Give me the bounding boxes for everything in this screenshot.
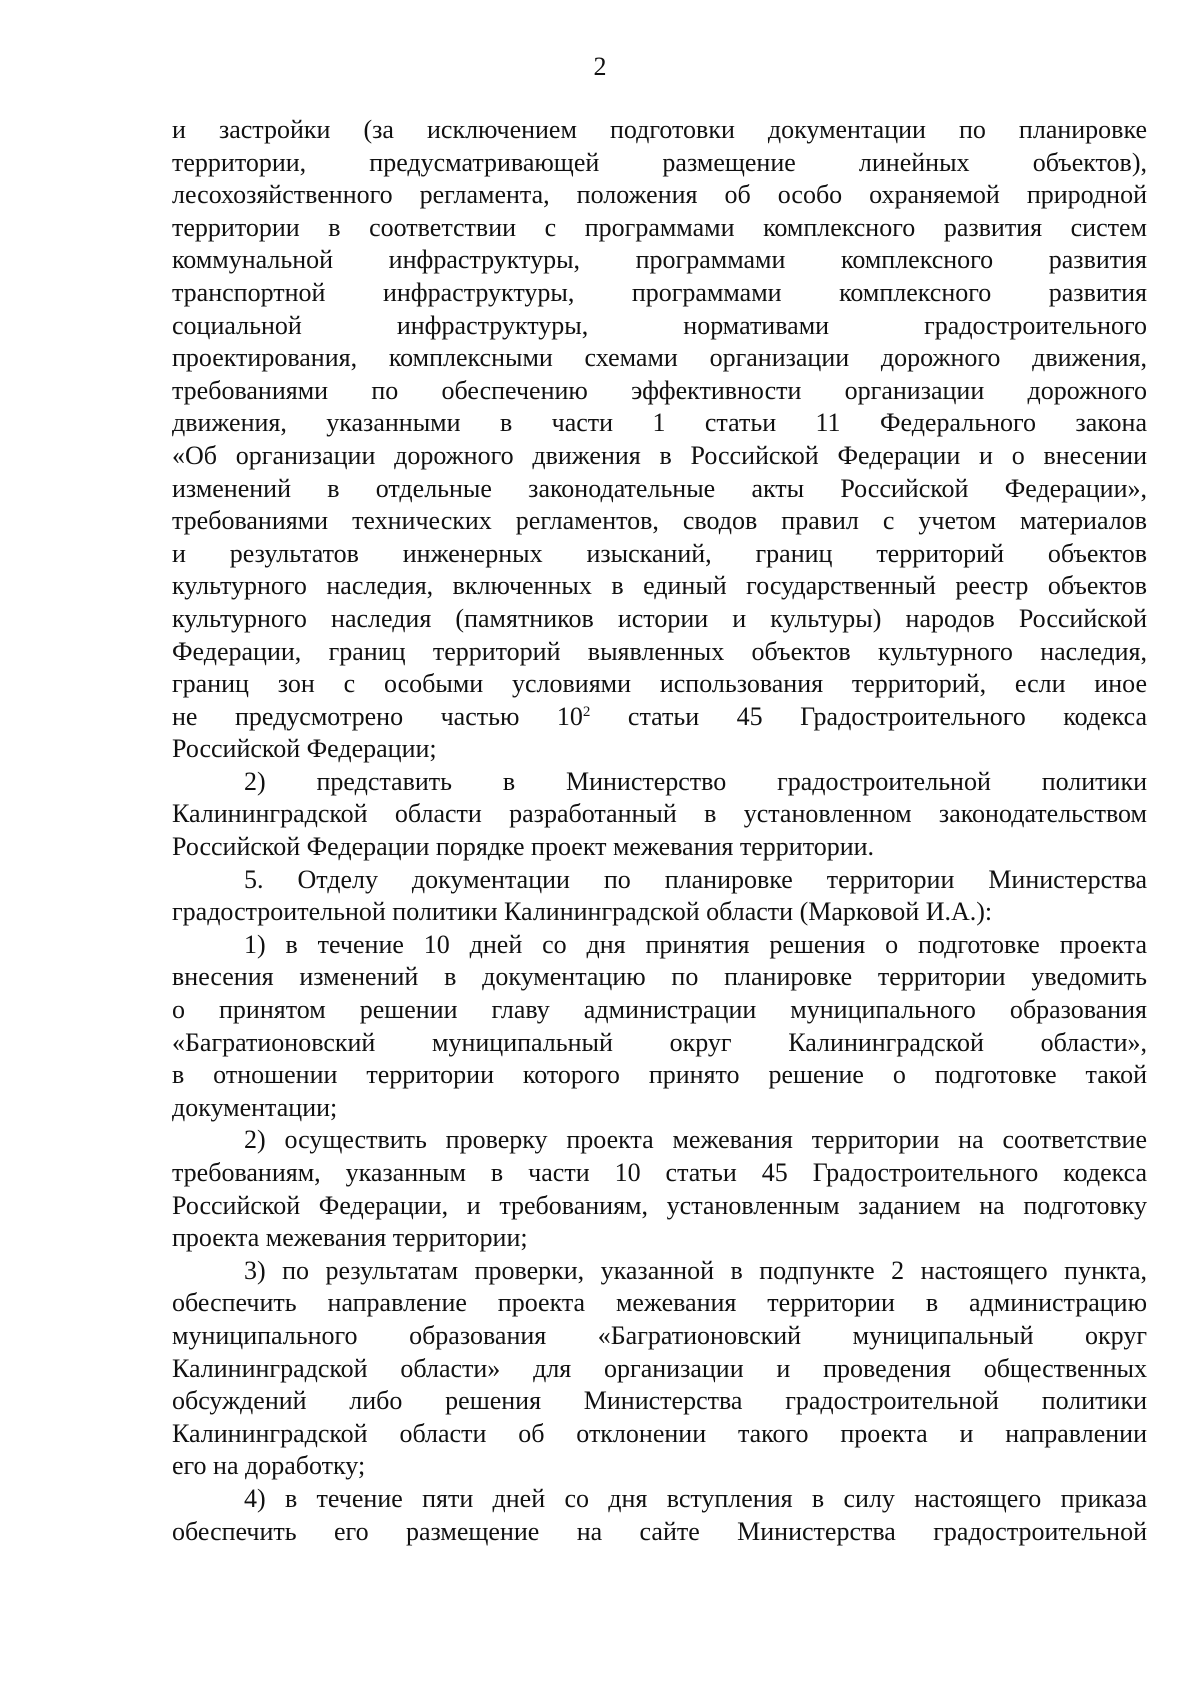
- text-line: проектирования, комплексными схемами организации дорожного движения,: [172, 343, 1147, 373]
- text-line: требованиям, указанным в части 10 статьи 45 Градостроительного кодекса: [172, 1158, 1147, 1187]
- text-line: «Багратионовский муниципальный округ Калининградской области»,: [172, 1027, 1147, 1057]
- text-line: изменений в отдельные законодательные акты Российской Федерации»,: [172, 473, 1147, 503]
- text-line: в отношении территории которого принято решение о подготовке такой: [172, 1060, 1147, 1090]
- text-line: Калининградской области разработанный в установленном законодательством: [172, 799, 1147, 829]
- text-line: о принятом решении главу администрации муниципального образования: [172, 995, 1147, 1025]
- text-line: лесохозяйственного регламента, положения об особо охраняемой природной: [172, 180, 1147, 210]
- text-line: 3) по результатам проверки, указанной в подпункте 2 настоящего пункта,: [244, 1255, 1147, 1285]
- text-line: культурного наследия, включенных в единый государственный реестр объектов: [172, 571, 1147, 601]
- text-line: требованиями по обеспечению эффективности организации дорожного: [172, 375, 1147, 405]
- text-line: Российской Федерации порядке проект межевания территории.: [172, 832, 875, 862]
- text-line: документации;: [172, 1092, 338, 1122]
- text-line: 2) представить в Министерство градостроительной политики: [244, 766, 1147, 796]
- text-line: транспортной инфраструктуры, программами комплексного развития: [172, 277, 1147, 307]
- text-line: 4) в течение пяти дней со дня вступления в силу настоящего приказа: [244, 1483, 1147, 1513]
- document-body: [172, 114, 1147, 1548]
- page-number: 2: [593, 52, 607, 81]
- text-line: муниципального образования «Багратионовский муниципальный округ: [172, 1320, 1147, 1350]
- text-line: границ зон с особыми условиями использования территорий, если иное: [172, 669, 1147, 699]
- text-line: Калининградской области об отклонении такого проекта и направлении: [172, 1418, 1147, 1448]
- text-line: территории в соответствии с программами комплексного развития систем: [172, 212, 1147, 242]
- text-line: и результатов инженерных изысканий, границ территорий объектов: [172, 538, 1147, 568]
- text-segment: не предусмотрено частью 10: [172, 701, 583, 731]
- text-line: обсуждений либо решения Министерства градостроительной политики: [172, 1386, 1147, 1416]
- superscript: 2: [582, 703, 591, 720]
- text-line: Калининградской области» для организации и проведения общественных: [172, 1353, 1147, 1383]
- text-line: его на доработку;: [172, 1451, 366, 1481]
- text-line: [172, 701, 1147, 734]
- text-line: 2) осуществить проверку проекта межевания территории на соответствие: [244, 1125, 1147, 1155]
- text-line: градостроительной политики Калининградской области (Марковой И.А.):: [172, 897, 993, 927]
- text-line: культурного наследия (памятников истории и культуры) народов Российской: [172, 603, 1147, 633]
- text-line: движения, указанными в части 1 статьи 11 Федерального закона: [172, 408, 1147, 438]
- text-line: 1) в течение 10 дней со дня принятия решения о подготовке проекта: [244, 929, 1147, 959]
- text-line: 5. Отделу документации по планировке территории Министерства: [244, 864, 1147, 894]
- text-line: коммунальной инфраструктуры, программами комплексного развития: [172, 245, 1147, 275]
- text-line: внесения изменений в документацию по планировке территории уведомить: [172, 962, 1147, 992]
- text-line: требованиями технических регламентов, сводов правил с учетом материалов: [172, 506, 1147, 536]
- text-line: Российской Федерации, и требованиям, установленным заданием на подготовку: [172, 1190, 1147, 1220]
- text-line: социальной инфраструктуры, нормативами градостроительного: [172, 310, 1147, 340]
- text-line: и застройки (за исключением подготовки документации по планировке: [172, 115, 1147, 144]
- text-segment: статьи 45 Градостроительного кодекса: [590, 701, 1147, 731]
- text-line: обеспечить направление проекта межевания территории в администрацию: [172, 1288, 1147, 1318]
- text-line: Федерации, границ территорий выявленных объектов культурного наследия,: [172, 636, 1147, 666]
- text-line: Российской Федерации;: [172, 734, 437, 764]
- text-line: обеспечить его размещение на сайте Министерства градостроительной: [172, 1516, 1147, 1546]
- text-line: «Об организации дорожного движения в Российской Федерации и о внесении: [172, 440, 1147, 470]
- text-line: территории, предусматривающей размещение линейных объектов),: [172, 147, 1147, 177]
- text-line: проекта межевания территории;: [172, 1223, 528, 1253]
